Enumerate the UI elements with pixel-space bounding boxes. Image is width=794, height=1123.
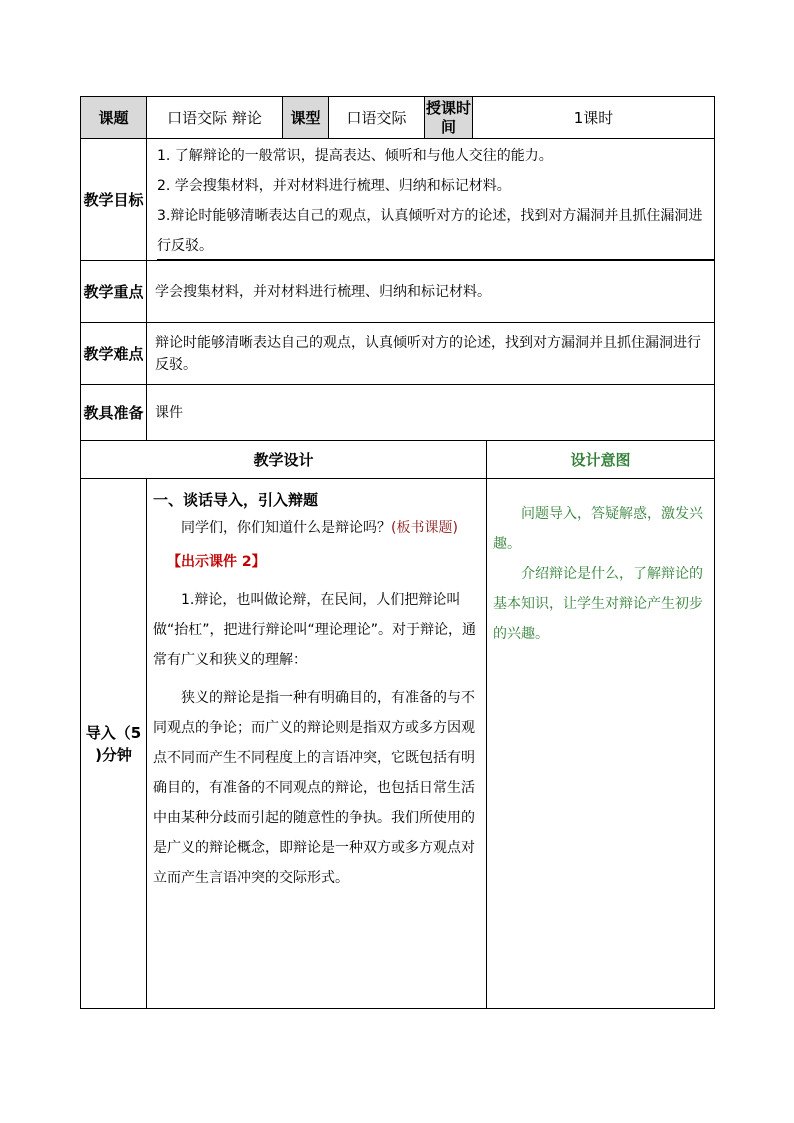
board-note: (板书课题)	[391, 520, 458, 536]
objectives-list	[147, 139, 715, 261]
topic-label: 课题	[81, 97, 147, 139]
intent-text-1: 问题导入，答疑解惑，激发兴趣。	[493, 506, 703, 552]
topic-value: 口语交际 辩论	[147, 97, 283, 139]
objectives-row	[81, 139, 715, 261]
header-row	[81, 97, 715, 139]
tools-row	[81, 385, 715, 441]
objective-item-3: 3.辩论时能够清晰表达自己的观点，认真倾听对方的论述，找到对方漏洞并且抓住漏洞进行反驳。	[157, 208, 703, 254]
intro-intent	[487, 479, 715, 1009]
intro-para-1: 1.辩论，也叫做论辩，在民间，人们把辩论叫做“抬杠”，把进行辩论叫“理论理论”。对于辩论，通常有广义和狭义的理解：	[153, 592, 477, 668]
time-label: 授课时间	[425, 97, 473, 139]
objective-item-2: 2. 学会搜集材料，并对材料进行梳理、归纳和标记材料。	[157, 178, 511, 194]
key-points-row	[81, 261, 715, 323]
difficulties-row	[81, 323, 715, 385]
objective-item-1: 1. 了解辩论的一般常识，提高表达、倾听和与他人交往的能力。	[157, 148, 553, 164]
tools-text: 课件	[147, 385, 715, 441]
hours-value: 1课时	[473, 97, 715, 139]
intro-content	[147, 479, 487, 1009]
key-points-label: 教学重点	[81, 261, 147, 323]
intro-para-2: 狭义的辩论是指一种有明确目的，有准备的与不同观点的争论；而广义的辩论则是指双方或多方因观点不同而产生不同程度上的言语冲突，它既包括有明确目的，有准备的不同观点的辩论，也包括日常生活中由某种分歧而引起的随意性的争执。我们所使用的是广义的辩论概念，即辩论是一种双方或多方观点对立而产生言语冲突的交际形式。	[153, 690, 475, 886]
intro-heading: 一、谈话导入，引入辩题	[153, 491, 319, 509]
courseware-tag: 【出示课件 2】	[167, 554, 266, 570]
intro-question-text: 同学们，你们知道什么是辩论吗？	[181, 520, 391, 536]
objectives-label: 教学目标	[81, 139, 147, 261]
type-value: 口语交际	[329, 97, 425, 139]
intent-title: 设计意图	[487, 441, 715, 479]
intro-stage-label: 导入（5 )分钟	[81, 479, 147, 1009]
key-points-text: 学会搜集材料，并对材料进行梳理、归纳和标记材料。	[147, 261, 715, 323]
lesson-plan-table	[80, 96, 715, 1009]
design-title: 教学设计	[81, 441, 487, 479]
tools-label: 教具准备	[81, 385, 147, 441]
difficulties-text: 辩论时能够清晰表达自己的观点，认真倾听对方的论述，找到对方漏洞并且抓住漏洞进行反驳。	[147, 323, 715, 385]
intent-text-2: 介绍辩论是什么，了解辩论的基本知识，让学生对辩论产生初步的兴趣。	[493, 566, 703, 642]
difficulties-label: 教学难点	[81, 323, 147, 385]
type-label: 课型	[283, 97, 329, 139]
intro-row	[81, 479, 715, 1009]
design-header-row	[81, 441, 715, 479]
intro-question	[153, 513, 482, 543]
